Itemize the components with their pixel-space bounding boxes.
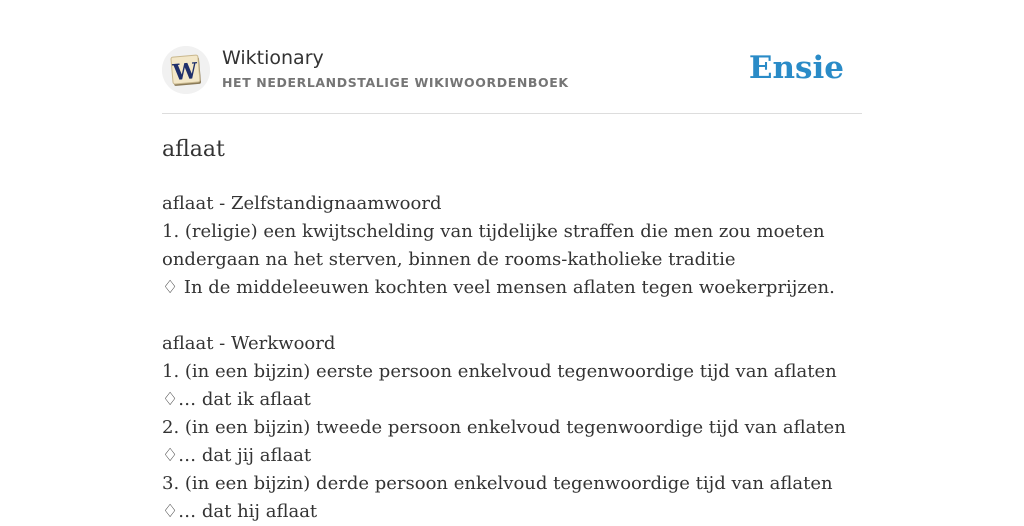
entry-heading: aflaat - Werkwoord	[162, 333, 336, 354]
example-line: ♢… dat ik aflaat	[162, 389, 311, 410]
site-name[interactable]: Wiktionary	[222, 47, 324, 69]
entry-verb	[162, 330, 862, 526]
example-line: ♢… dat hij aflaat	[162, 501, 318, 522]
site-header	[162, 46, 862, 114]
site-tagline: HET NEDERLANDSTALIGE WIKIWOORDENBOEK	[222, 75, 569, 90]
example-line: ♢ In de middeleeuwen kochten veel mensen aflaten tegen woekerprijzen.	[162, 277, 835, 298]
entry-heading: aflaat - Zelfstandignaamwoord	[162, 193, 442, 214]
ensie-brand-link[interactable]: Ensie	[748, 50, 844, 86]
definition-line: 3. (in een bijzin) derde persoon enkelvoud tegenwoordige tijd van aflaten	[162, 473, 833, 494]
header-divider	[162, 113, 862, 114]
wiktionary-logo-icon[interactable]	[162, 46, 210, 94]
definition-line: 1. (religie) een kwijtschelding van tijdelijke straffen die men zou moeten ondergaan na het sterven, binnen de rooms-katholieke traditie	[162, 221, 825, 270]
logo-letter: W	[171, 58, 199, 87]
page-title: aflaat	[162, 137, 225, 162]
definition-line: 2. (in een bijzin) tweede persoon enkelvoud tegenwoordige tijd van aflaten	[162, 417, 846, 438]
entry-noun	[162, 190, 862, 302]
definition-content	[162, 190, 862, 526]
example-line: ♢… dat jij aflaat	[162, 445, 312, 466]
entry-spacer	[162, 302, 862, 330]
definition-line: 1. (in een bijzin) eerste persoon enkelvoud tegenwoordige tijd van aflaten	[162, 361, 837, 382]
